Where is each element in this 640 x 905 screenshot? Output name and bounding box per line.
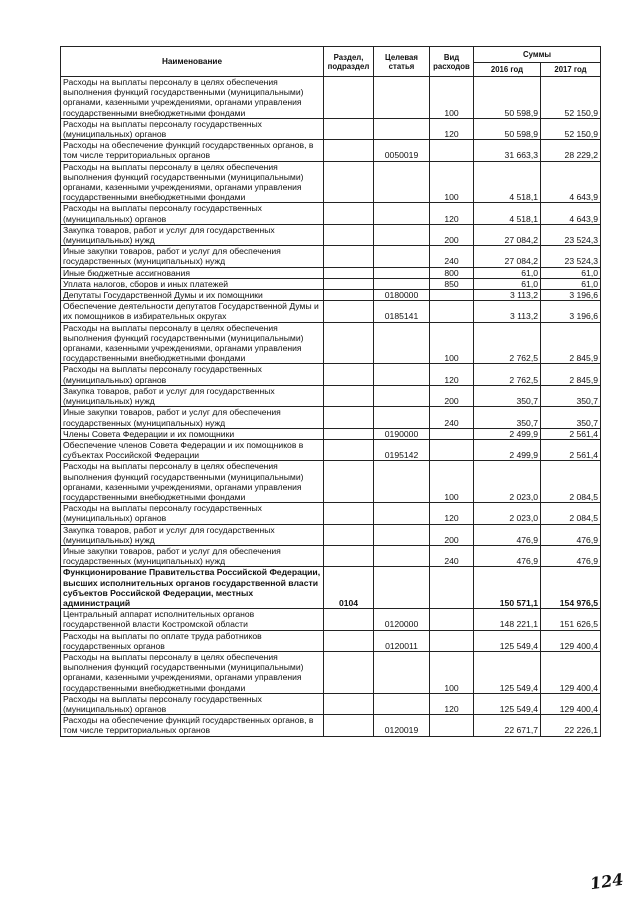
cell-section (324, 203, 374, 224)
page-number: 124 (588, 869, 625, 894)
cell-2017: 350,7 (541, 385, 601, 406)
cell-section (324, 439, 374, 460)
cell-kind (430, 290, 474, 301)
cell-2016: 125 549,4 (474, 693, 541, 714)
cell-target (374, 651, 430, 693)
cell-section (324, 651, 374, 693)
cell-kind: 100 (430, 77, 474, 119)
cell-section (324, 693, 374, 714)
cell-section (324, 278, 374, 289)
cell-name: Закупка товаров, работ и услуг для государственных (муниципальных) нужд (61, 385, 324, 406)
table-row (61, 203, 601, 224)
cell-2017: 2 845,9 (541, 364, 601, 385)
cell-name: Иные закупки товаров, работ и услуг для обеспечения государственных (муниципальных) нужд (61, 407, 324, 428)
cell-target (374, 693, 430, 714)
cell-name: Расходы на выплаты персоналу государственных (муниципальных) органов (61, 503, 324, 524)
cell-section (324, 545, 374, 566)
cell-2017: 476,9 (541, 545, 601, 566)
header-name: Наименование (61, 47, 324, 77)
cell-target (374, 118, 430, 139)
cell-2017: 28 229,2 (541, 140, 601, 161)
cell-section (324, 428, 374, 439)
cell-kind: 200 (430, 524, 474, 545)
cell-kind (430, 439, 474, 460)
cell-target (374, 364, 430, 385)
table-row (61, 77, 601, 119)
table-row (61, 118, 601, 139)
cell-section (324, 290, 374, 301)
cell-target: 0120011 (374, 630, 430, 651)
table-row (61, 693, 601, 714)
table-row (61, 301, 601, 322)
cell-2016: 2 499,9 (474, 428, 541, 439)
cell-2017: 22 226,1 (541, 715, 601, 736)
cell-kind: 200 (430, 385, 474, 406)
cell-2017: 2 084,5 (541, 503, 601, 524)
cell-kind: 240 (430, 407, 474, 428)
table-row (61, 428, 601, 439)
cell-name: Расходы на выплаты персоналу в целях обеспечения выполнения функций государственными (муниципальными) органами, казенными учреждениями, органами управления государственными внебюджетными фондами (61, 651, 324, 693)
cell-kind (430, 609, 474, 630)
cell-2017: 52 150,9 (541, 77, 601, 119)
table-row (61, 651, 601, 693)
header-sums: Суммы (474, 47, 601, 63)
cell-target: 0050019 (374, 140, 430, 161)
cell-kind: 100 (430, 322, 474, 364)
cell-section (324, 503, 374, 524)
cell-target: 0190000 (374, 428, 430, 439)
cell-kind: 120 (430, 693, 474, 714)
cell-2017: 476,9 (541, 524, 601, 545)
cell-kind: 120 (430, 503, 474, 524)
cell-kind: 240 (430, 545, 474, 566)
cell-target (374, 385, 430, 406)
cell-kind (430, 567, 474, 609)
cell-2016: 2 023,0 (474, 461, 541, 503)
cell-target: 0120019 (374, 715, 430, 736)
cell-target (374, 203, 430, 224)
cell-2017: 2 561,4 (541, 428, 601, 439)
cell-2016: 27 084,2 (474, 224, 541, 245)
cell-name: Закупка товаров, работ и услуг для государственных (муниципальных) нужд (61, 524, 324, 545)
cell-2016: 2 762,5 (474, 364, 541, 385)
cell-2016: 476,9 (474, 524, 541, 545)
cell-2016: 50 598,9 (474, 118, 541, 139)
cell-target (374, 161, 430, 203)
table-row (61, 407, 601, 428)
cell-name: Закупка товаров, работ и услуг для государственных (муниципальных) нужд (61, 224, 324, 245)
cell-2017: 4 643,9 (541, 203, 601, 224)
cell-kind (430, 630, 474, 651)
cell-2017: 154 976,5 (541, 567, 601, 609)
cell-2017: 129 400,4 (541, 693, 601, 714)
cell-kind: 200 (430, 224, 474, 245)
cell-section (324, 630, 374, 651)
table-row (61, 609, 601, 630)
cell-name: Функционирование Правительства Российской Федерации, высших исполнительных органов государственной власти субъектов Российской Федерации, местных администраций (61, 567, 324, 609)
cell-2017: 23 524,3 (541, 246, 601, 267)
cell-2016: 3 113,2 (474, 301, 541, 322)
cell-name: Обеспечение членов Совета Федерации и их помощников в субъектах Российской Федерации (61, 439, 324, 460)
cell-name: Расходы на обеспечение функций государственных органов, в том числе территориальных органов (61, 715, 324, 736)
table-row (61, 278, 601, 289)
table-row (61, 524, 601, 545)
cell-name: Расходы на выплаты персоналу в целях обеспечения выполнения функций государственными (муниципальными) органами, казенными учреждениями, органами управления государственными внебюджетными фондами (61, 322, 324, 364)
cell-kind: 120 (430, 364, 474, 385)
table-body (61, 77, 601, 737)
cell-name: Расходы на выплаты персоналу государственных (муниципальных) органов (61, 118, 324, 139)
table-row (61, 503, 601, 524)
cell-section (324, 385, 374, 406)
cell-kind: 100 (430, 461, 474, 503)
cell-2016: 350,7 (474, 385, 541, 406)
cell-name: Расходы на выплаты персоналу государственных (муниципальных) органов (61, 364, 324, 385)
cell-target (374, 278, 430, 289)
cell-target (374, 524, 430, 545)
cell-section (324, 609, 374, 630)
cell-section (324, 140, 374, 161)
budget-table (60, 46, 601, 737)
cell-kind: 850 (430, 278, 474, 289)
cell-2016: 2 023,0 (474, 503, 541, 524)
table-header (61, 47, 601, 77)
cell-2017: 23 524,3 (541, 224, 601, 245)
cell-target: 0120000 (374, 609, 430, 630)
cell-2016: 4 518,1 (474, 161, 541, 203)
cell-2017: 4 643,9 (541, 161, 601, 203)
header-year-2017: 2017 год (541, 63, 601, 77)
header-section: Раздел, подраздел (324, 47, 374, 77)
cell-kind (430, 428, 474, 439)
cell-name: Члены Совета Федерации и их помощники (61, 428, 324, 439)
cell-2016: 125 549,4 (474, 651, 541, 693)
cell-section (324, 407, 374, 428)
table-row (61, 246, 601, 267)
cell-section (324, 461, 374, 503)
cell-kind: 800 (430, 267, 474, 278)
cell-2016: 61,0 (474, 267, 541, 278)
cell-kind (430, 301, 474, 322)
table-row (61, 461, 601, 503)
cell-name: Иные закупки товаров, работ и услуг для обеспечения государственных (муниципальных) нужд (61, 246, 324, 267)
header-target: Целевая статья (374, 47, 430, 77)
table-row (61, 630, 601, 651)
cell-2016: 476,9 (474, 545, 541, 566)
table-row (61, 161, 601, 203)
cell-target (374, 461, 430, 503)
cell-2016: 27 084,2 (474, 246, 541, 267)
cell-kind: 100 (430, 651, 474, 693)
cell-2017: 129 400,4 (541, 651, 601, 693)
cell-2017: 151 626,5 (541, 609, 601, 630)
cell-2016: 61,0 (474, 278, 541, 289)
cell-2016: 350,7 (474, 407, 541, 428)
cell-target (374, 224, 430, 245)
cell-name: Иные закупки товаров, работ и услуг для обеспечения государственных (муниципальных) нужд (61, 545, 324, 566)
cell-section: 0104 (324, 567, 374, 609)
cell-2016: 22 671,7 (474, 715, 541, 736)
cell-2016: 50 598,9 (474, 77, 541, 119)
cell-2016: 125 549,4 (474, 630, 541, 651)
cell-section (324, 267, 374, 278)
cell-section (324, 322, 374, 364)
cell-target (374, 267, 430, 278)
table-row (61, 715, 601, 736)
cell-target: 0180000 (374, 290, 430, 301)
cell-2016: 31 663,3 (474, 140, 541, 161)
cell-section (324, 524, 374, 545)
cell-2017: 2 845,9 (541, 322, 601, 364)
cell-2017: 61,0 (541, 278, 601, 289)
table-row (61, 290, 601, 301)
cell-target (374, 545, 430, 566)
cell-2016: 148 221,1 (474, 609, 541, 630)
cell-kind (430, 140, 474, 161)
cell-2017: 350,7 (541, 407, 601, 428)
cell-name: Расходы на выплаты по оплате труда работников государственных органов (61, 630, 324, 651)
cell-name: Расходы на выплаты персоналу государственных (муниципальных) органов (61, 203, 324, 224)
table-row (61, 140, 601, 161)
cell-kind (430, 715, 474, 736)
cell-2016: 2 499,9 (474, 439, 541, 460)
cell-kind: 120 (430, 203, 474, 224)
cell-2017: 3 196,6 (541, 301, 601, 322)
cell-2016: 150 571,1 (474, 567, 541, 609)
table-row (61, 439, 601, 460)
table-row (61, 364, 601, 385)
table-row (61, 567, 601, 609)
cell-section (324, 364, 374, 385)
cell-section (324, 715, 374, 736)
cell-target (374, 322, 430, 364)
cell-name: Расходы на обеспечение функций государственных органов, в том числе территориальных органов (61, 140, 324, 161)
header-year-2016: 2016 год (474, 63, 541, 77)
cell-target (374, 503, 430, 524)
cell-2017: 129 400,4 (541, 630, 601, 651)
cell-2017: 61,0 (541, 267, 601, 278)
header-kind: Вид расходов (430, 47, 474, 77)
cell-name: Расходы на выплаты персоналу в целях обеспечения выполнения функций государственными (муниципальными) органами, казенными учреждениями, органами управления государственными внебюджетными фондами (61, 461, 324, 503)
cell-2016: 2 762,5 (474, 322, 541, 364)
cell-section (324, 161, 374, 203)
cell-target (374, 407, 430, 428)
cell-section (324, 246, 374, 267)
table-row (61, 385, 601, 406)
cell-2017: 2 084,5 (541, 461, 601, 503)
cell-name: Расходы на выплаты персоналу в целях обеспечения выполнения функций государственными (муниципальными) органами, казенными учреждениями, органами управления государственными внебюджетными фондами (61, 161, 324, 203)
cell-2016: 4 518,1 (474, 203, 541, 224)
cell-section (324, 118, 374, 139)
cell-2016: 3 113,2 (474, 290, 541, 301)
cell-section (324, 301, 374, 322)
cell-kind: 240 (430, 246, 474, 267)
cell-2017: 52 150,9 (541, 118, 601, 139)
cell-name: Обеспечение деятельности депутатов Государственной Думы и их помощников в избирательных округах (61, 301, 324, 322)
cell-name: Расходы на выплаты персоналу государственных (муниципальных) органов (61, 693, 324, 714)
cell-target (374, 77, 430, 119)
cell-name: Иные бюджетные ассигнования (61, 267, 324, 278)
table-row (61, 267, 601, 278)
table-row (61, 224, 601, 245)
cell-target: 0195142 (374, 439, 430, 460)
cell-name: Депутаты Государственной Думы и их помощники (61, 290, 324, 301)
cell-2017: 2 561,4 (541, 439, 601, 460)
cell-target: 0185141 (374, 301, 430, 322)
cell-target (374, 567, 430, 609)
cell-kind: 100 (430, 161, 474, 203)
table-row (61, 322, 601, 364)
cell-kind: 120 (430, 118, 474, 139)
table-row (61, 545, 601, 566)
cell-2017: 3 196,6 (541, 290, 601, 301)
cell-name: Уплата налогов, сборов и иных платежей (61, 278, 324, 289)
cell-section (324, 77, 374, 119)
cell-section (324, 224, 374, 245)
cell-target (374, 246, 430, 267)
cell-name: Расходы на выплаты персоналу в целях обеспечения выполнения функций государственными (муниципальными) органами, казенными учреждениями, органами управления государственными внебюджетными фондами (61, 77, 324, 119)
cell-name: Центральный аппарат исполнительных органов государственной власти Костромской области (61, 609, 324, 630)
